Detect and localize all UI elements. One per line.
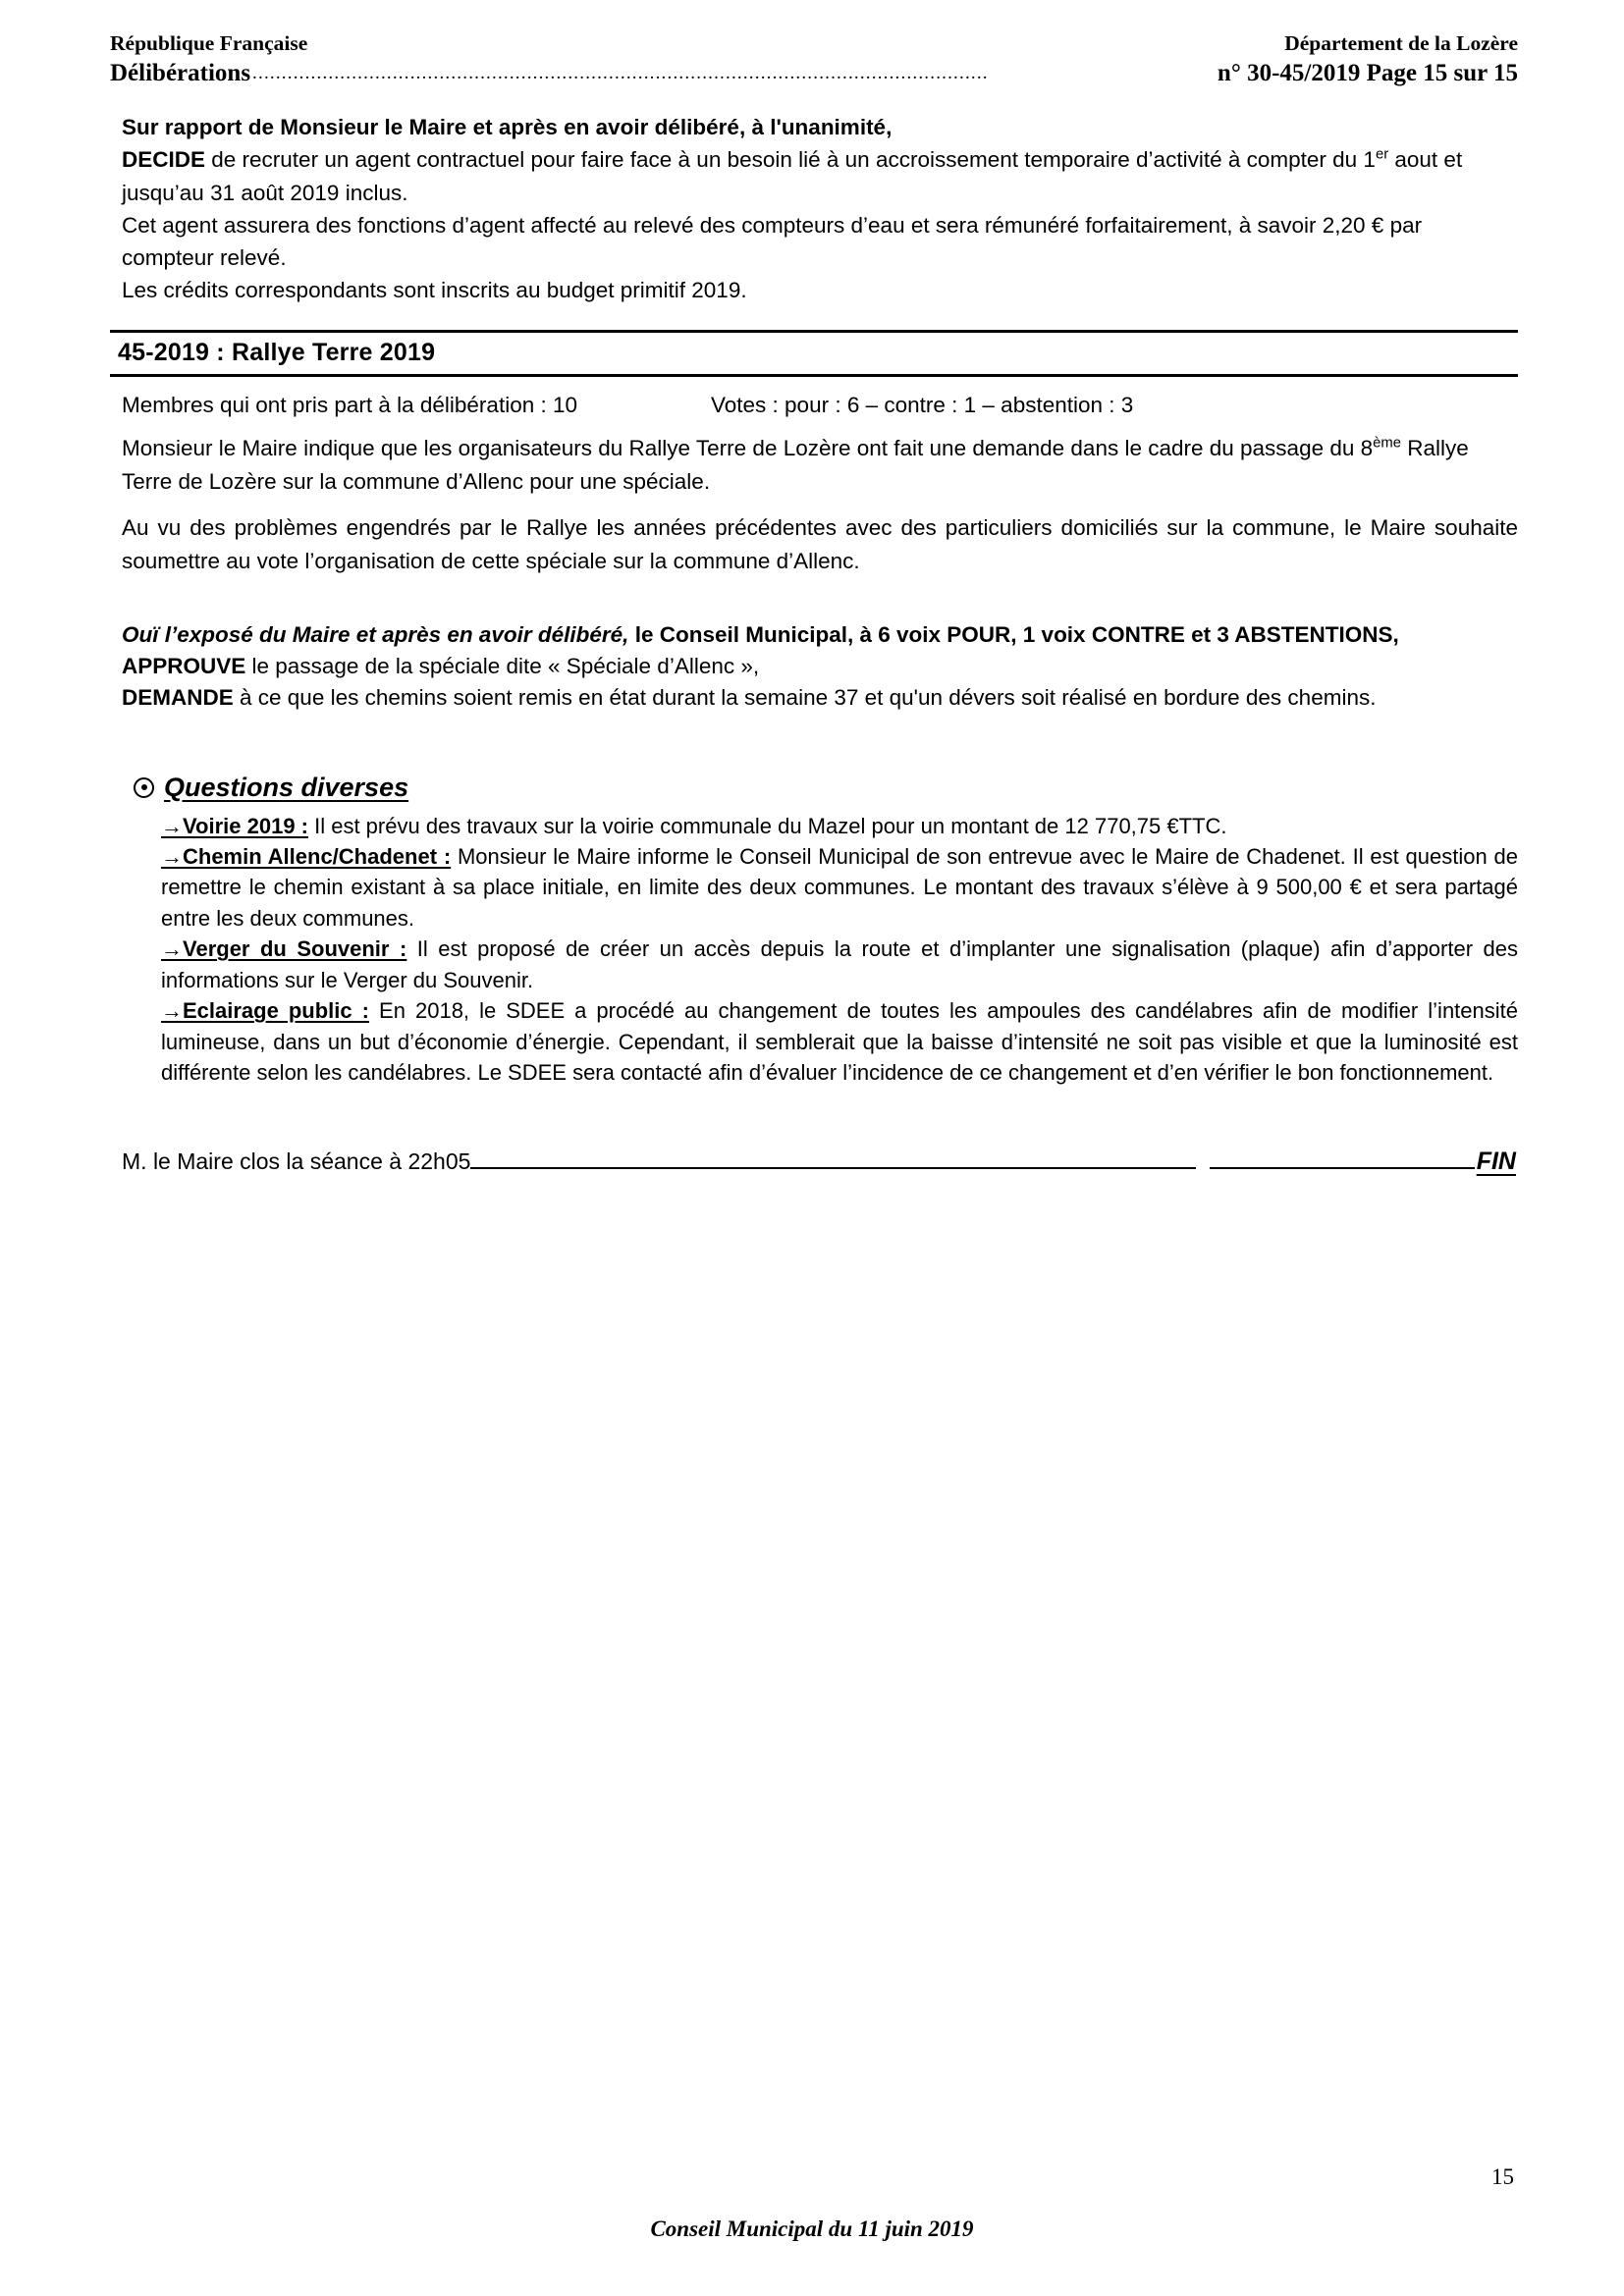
- decide-body-part1: de recruter un agent contractuel pour faire face à un besoin lié à un accroissement temporaire d’activité à compter du 1: [205, 147, 1376, 173]
- fin-label: FIN: [1476, 1147, 1516, 1175]
- arrow-icon: →: [161, 813, 183, 838]
- rallye-request-paragraph: [110, 432, 1518, 499]
- resolution-demande-line: [122, 682, 1518, 714]
- decide-ordinal-suffix: er: [1375, 146, 1389, 163]
- item-label: Verger du Souvenir :: [183, 936, 407, 962]
- item-text: Il est proposé de créer un accès depuis la route et d’implanter une signalisation (plaque) afin d’apporter des informations sur le Verger du Souvenir.: [161, 936, 1518, 992]
- decide-paragraph: [110, 143, 1518, 208]
- resolution-vote-line: [122, 619, 1518, 651]
- item-text: En 2018, le SDEE a procédé au changement de toutes les ampoules des candélabres afin de modifier l’intensité lumineuse, dans un but d’économie d’énergie. Cependant, il semblerait que la baisse d’intensité ne soit pas visible et que la luminosité est différente selon les candélabres. Le SDEE sera contacté afin d’évaluer l’incidence de ce changement et d’en vérifier le bon fonctionnement.: [161, 998, 1519, 1086]
- decide-body-part2: aout et jusqu’au 31 août 2019 inclus.: [122, 147, 1463, 205]
- page-number: 15: [1491, 2164, 1514, 2189]
- resolutions-block: [110, 619, 1518, 714]
- credits-paragraph: Les crédits correspondants sont inscrits au budget primitif 2019.: [122, 277, 747, 302]
- header-deliberations-label: Délibérations: [110, 60, 251, 87]
- decide-intro-text: Sur rapport de Monsieur le Maire et après en avoir délibéré, à l'unanimité,: [122, 115, 893, 140]
- header-department-label: Département de la Lozère: [1284, 31, 1518, 55]
- header-republic-label: République Française: [110, 31, 308, 55]
- resolution-approuve-line: [122, 651, 1518, 682]
- questions-diverses-heading: [110, 773, 1518, 803]
- list-item: [161, 995, 1518, 1088]
- decide-keyword: DECIDE: [122, 147, 206, 173]
- votes-summary-row: [110, 393, 1518, 418]
- item-text: Monsieur le Maire informe le Conseil Municipal de son entrevue avec le Maire de Chadenet. Il est question de remettre le chemin existant à sa place initiale, en limite des deux communes. Le montant des travaux s’élève à 9 500,00 € et sera partagé entre les deux communes.: [161, 844, 1519, 931]
- item-text: Il est prévu des travaux sur la voirie communale du Mazel pour un montant de 12 770,75 €TTC.: [308, 813, 1227, 838]
- questions-diverses-list: [110, 811, 1518, 1089]
- decide-block: [110, 111, 1518, 305]
- decide-intro-line: [110, 111, 1518, 143]
- resolution-vote-italic: Ouï l’exposé du Maire et après en avoir délibéré,: [122, 621, 635, 647]
- list-item: [161, 934, 1518, 995]
- arrow-icon: →: [161, 844, 183, 870]
- approuve-text: le passage de la spéciale dite « Spéciale d’Allenc »,: [245, 653, 760, 678]
- item-label: Chemin Allenc/Chadenet :: [183, 844, 452, 870]
- signature-rule-right: [1210, 1166, 1475, 1169]
- header-row-2: [110, 57, 1518, 89]
- rallye-problems-paragraph: Au vu des problèmes engendrés par le Rallye les années précédentes avec des particuliers domiciliés sur la commune, le Maire souhaite soumettre au vote l’organisation de cette spéciale sur la commune d’Allenc.: [122, 515, 1518, 573]
- agent-duties-paragraph: Cet agent assurera des fonctions d’agent affecté au relevé des compteurs d’eau et sera rémunéré forfaitairement, à savoir 2,20 € par compteur relevé.: [122, 212, 1423, 270]
- document-footer-caption: Conseil Municipal du 11 juin 2019: [650, 2216, 974, 2241]
- demande-text: à ce que les chemins soient remis en état durant la semaine 37 et qu'un dévers soit réalisé en bordure des chemins.: [233, 684, 1377, 710]
- closing-row: [110, 1148, 1516, 1176]
- header-row-1: [110, 29, 1518, 57]
- section-title-rallye: 45-2019 : Rallye Terre 2019: [110, 330, 1518, 377]
- rallye-request-part1: Monsieur le Maire indique que les organisateurs du Rallye Terre de Lozère ont fait une demande dans le cadre du passage du 8: [122, 435, 1374, 460]
- list-item: [161, 841, 1518, 934]
- members-count-label: Membres qui ont pris part à la délibération : 10: [122, 392, 577, 417]
- demande-keyword: DEMANDE: [122, 684, 234, 710]
- item-label: Voirie 2019 :: [183, 813, 308, 838]
- list-item: [161, 811, 1518, 841]
- resolution-vote-bold: le Conseil Municipal, à 6 voix POUR, 1 voix CONTRE et 3 ABSTENTIONS,: [634, 621, 1399, 647]
- votes-breakdown-label: Votes : pour : 6 – contre : 1 – abstention : 3: [711, 392, 1134, 417]
- signature-rule-left: [470, 1166, 1195, 1169]
- approuve-keyword: APPROUVE: [122, 653, 246, 678]
- arrow-icon: →: [161, 936, 183, 962]
- header-reference-label: n° 30-45/2019 Page 15 sur 15: [1217, 60, 1518, 87]
- closing-text: M. le Maire clos la séance à 22h05: [122, 1148, 471, 1174]
- arrow-icon: →: [161, 998, 183, 1024]
- item-label: Eclairage public :: [183, 998, 370, 1024]
- circled-dot-icon: [134, 777, 154, 798]
- rallye-ordinal-suffix: ème: [1373, 435, 1402, 452]
- questions-diverses-title: Questions diverses: [164, 772, 409, 802]
- rallye-request-part2: Rallye Terre de Lozère sur la commune d’Allenc pour une spéciale.: [122, 435, 1469, 494]
- header-dot-leader: ..............................................................................................................................: [252, 63, 989, 84]
- page-content: [110, 29, 1518, 1176]
- document-header: [110, 29, 1518, 89]
